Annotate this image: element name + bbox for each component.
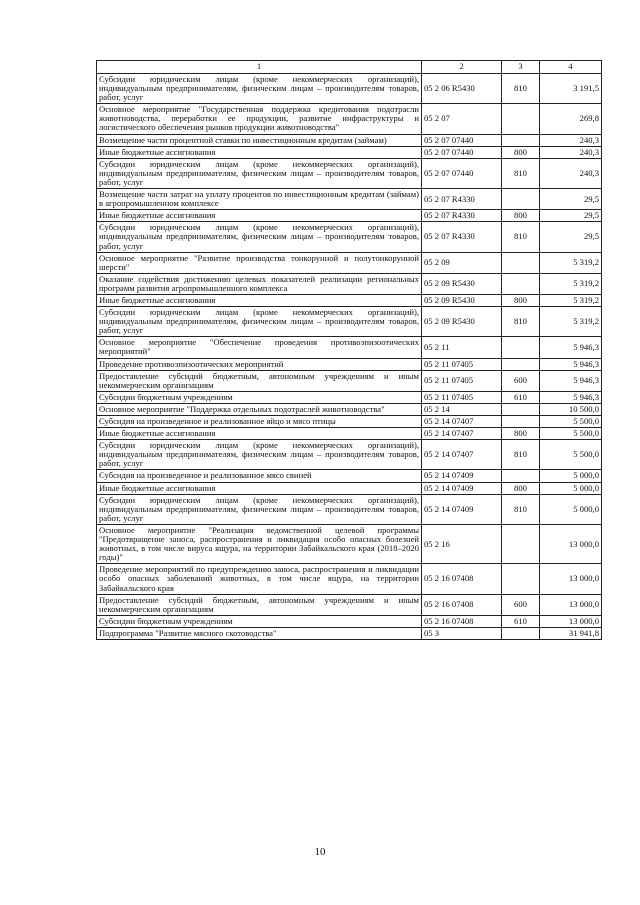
table-row (97, 564, 602, 594)
row-code-cell: 05 2 14 07407 (422, 440, 502, 470)
row-code-cell: 05 2 14 (422, 403, 502, 415)
row-name-cell: Субсидия на произведенное и реализованное яйцо и мясо птицы (97, 416, 422, 428)
table-row (97, 134, 602, 146)
row-code-cell: 05 2 09 R5430 (422, 294, 502, 306)
row-code-cell: 05 2 07 07440 (422, 158, 502, 188)
row-sum-cell: 5 500,0 (540, 428, 602, 440)
row-sum-cell: 3 191,5 (540, 74, 602, 104)
row-sum-cell: 29,5 (540, 189, 602, 210)
row-name-cell: Предоставление субсидий бюджетным, автономным учреждениям и иным некоммерческим организациям (97, 594, 422, 615)
row-vr-cell (502, 134, 540, 146)
table-row (97, 524, 602, 563)
table-row (97, 158, 602, 188)
row-name-cell: Основное мероприятие "Государственная поддержка кредитования подотрасли животноводства, переработки ее продукции, развитие инфраструктуры и логистического обеспечения рынков продукции животноводства" (97, 104, 422, 134)
row-name-cell: Оказание содействия достижению целевых показателей реализации региональных программ развития агропромышленного комплекса (97, 273, 422, 294)
row-name-cell: Субсидия на произведенное и реализованное мясо свиней (97, 470, 422, 482)
row-vr-cell: 600 (502, 594, 540, 615)
row-code-cell: 05 2 14 07409 (422, 470, 502, 482)
row-code-cell: 05 2 16 07408 (422, 564, 502, 594)
table-row (97, 189, 602, 210)
row-vr-cell: 800 (502, 146, 540, 158)
row-name-cell: Субсидии юридическим лицам (кроме некоммерческих организаций), индивидуальным предпринимателям, физическим лицам – производителям товаров, работ, услуг (97, 74, 422, 104)
row-code-cell: 05 2 09 R5430 (422, 307, 502, 337)
row-sum-cell: 5 000,0 (540, 470, 602, 482)
row-code-cell: 05 2 07 R4330 (422, 189, 502, 210)
row-name-cell: Основное мероприятие "Реализация ведомственной целевой программы "Предотвращение заноса, распространения и ликвидация особо опасных болезней животных, в том числе вируса ящура, на территории Забайкальского края (2018–2020 годы)" (97, 524, 422, 563)
row-name-cell: Основное мероприятие "Развитие производства тонкорунной и полутонкорунной шерсти" (97, 252, 422, 273)
row-name-cell: Основное мероприятие "Поддержка отдельных подотраслей животноводства" (97, 403, 422, 415)
budget-table-body (97, 61, 602, 640)
row-vr-cell (502, 104, 540, 134)
row-vr-cell (502, 416, 540, 428)
row-vr-cell (502, 627, 540, 639)
row-code-cell: 05 2 11 (422, 337, 502, 358)
table-row (97, 482, 602, 494)
table-row (97, 273, 602, 294)
table-row (97, 222, 602, 252)
row-name-cell: Субсидии юридическим лицам (кроме некоммерческих организаций), индивидуальным предпринимателям, физическим лицам – производителям товаров, работ, услуг (97, 440, 422, 470)
row-sum-cell: 5 319,2 (540, 307, 602, 337)
row-code-cell: 05 2 11 07405 (422, 391, 502, 403)
row-sum-cell: 5 319,2 (540, 273, 602, 294)
row-sum-cell: 5 946,3 (540, 337, 602, 358)
row-code-cell: 05 2 07 07440 (422, 146, 502, 158)
row-vr-cell: 810 (502, 494, 540, 524)
budget-table-sheet (96, 60, 602, 640)
row-code-cell: 05 2 14 07409 (422, 482, 502, 494)
row-sum-cell: 5 000,0 (540, 494, 602, 524)
row-name-cell: Иные бюджетные ассигнования (97, 294, 422, 306)
table-row (97, 294, 602, 306)
row-code-cell: 05 2 07 (422, 104, 502, 134)
row-vr-cell (502, 403, 540, 415)
row-name-cell: Подпрограмма "Развитие мясного скотоводства" (97, 627, 422, 639)
table-row (97, 391, 602, 403)
row-vr-cell: 800 (502, 210, 540, 222)
table-row (97, 104, 602, 134)
row-vr-cell (502, 470, 540, 482)
row-code-cell: 05 2 14 07407 (422, 416, 502, 428)
row-code-cell: 05 2 14 07409 (422, 494, 502, 524)
row-vr-cell: 810 (502, 222, 540, 252)
row-vr-cell: 810 (502, 307, 540, 337)
row-sum-cell: 5 319,2 (540, 294, 602, 306)
table-row (97, 210, 602, 222)
row-code-cell: 05 2 11 07405 (422, 358, 502, 370)
row-name-cell: Возмещение части процентной ставки по инвестиционным кредитам (займам) (97, 134, 422, 146)
table-row (97, 428, 602, 440)
row-code-cell: 05 2 09 R5430 (422, 273, 502, 294)
row-sum-cell: 269,8 (540, 104, 602, 134)
row-code-cell: 05 2 09 (422, 252, 502, 273)
row-name-cell: Иные бюджетные ассигнования (97, 210, 422, 222)
table-row (97, 403, 602, 415)
row-vr-cell: 800 (502, 294, 540, 306)
row-code-cell: 05 3 (422, 627, 502, 639)
row-vr-cell: 800 (502, 482, 540, 494)
row-name-cell: Возмещение части затрат на уплату процентов по инвестиционным кредитам (займам) в агропромышленном комплексе (97, 189, 422, 210)
table-row (97, 470, 602, 482)
row-code-cell: 05 2 07 07440 (422, 134, 502, 146)
row-sum-cell: 240,3 (540, 146, 602, 158)
row-code-cell: 05 2 11 07405 (422, 370, 502, 391)
row-sum-cell: 5 946,3 (540, 358, 602, 370)
row-name-cell: Иные бюджетные ассигнования (97, 482, 422, 494)
row-sum-cell: 5 946,3 (540, 370, 602, 391)
row-name-cell: Субсидии юридическим лицам (кроме некоммерческих организаций), индивидуальным предпринимателям, физическим лицам – производителям товаров, работ, услуг (97, 158, 422, 188)
row-vr-cell: 810 (502, 74, 540, 104)
row-vr-cell: 800 (502, 428, 540, 440)
row-code-cell: 05 2 14 07407 (422, 428, 502, 440)
table-row (97, 627, 602, 639)
row-vr-cell: 810 (502, 158, 540, 188)
table-row (97, 74, 602, 104)
header-cell-sum: 4 (540, 61, 602, 74)
row-code-cell: 05 2 16 (422, 524, 502, 563)
row-code-cell: 05 2 07 R4330 (422, 222, 502, 252)
row-name-cell: Субсидии бюджетным учреждениям (97, 615, 422, 627)
table-row (97, 252, 602, 273)
row-sum-cell: 5 500,0 (540, 416, 602, 428)
row-sum-cell: 5 946,3 (540, 391, 602, 403)
table-row (97, 594, 602, 615)
table-row (97, 440, 602, 470)
row-name-cell: Проведение противоэпизоотических мероприятий (97, 358, 422, 370)
row-sum-cell: 13 000,0 (540, 524, 602, 563)
row-code-cell: 05 2 16 07408 (422, 615, 502, 627)
table-row (97, 146, 602, 158)
table-row (97, 337, 602, 358)
row-vr-cell (502, 252, 540, 273)
row-name-cell: Субсидии юридическим лицам (кроме некоммерческих организаций), индивидуальным предпринимателям, физическим лицам – производителям товаров, работ, услуг (97, 222, 422, 252)
row-code-cell: 05 2 06 R5430 (422, 74, 502, 104)
row-name-cell: Субсидии юридическим лицам (кроме некоммерческих организаций), индивидуальным предпринимателям, физическим лицам – производителям товаров, работ, услуг (97, 307, 422, 337)
row-name-cell: Предоставление субсидий бюджетным, автономным учреждениям и иным некоммерческим организациям (97, 370, 422, 391)
row-sum-cell: 31 941,8 (540, 627, 602, 639)
row-name-cell: Основное мероприятие "Обеспечение проведения противоэпизоотических мероприятий" (97, 337, 422, 358)
row-sum-cell: 5 319,2 (540, 252, 602, 273)
header-cell-name: 1 (97, 61, 422, 74)
row-name-cell: Субсидии бюджетным учреждениям (97, 391, 422, 403)
row-code-cell: 05 2 16 07408 (422, 594, 502, 615)
row-vr-cell (502, 189, 540, 210)
row-name-cell: Проведение мероприятий по предупреждению заноса, распространения и ликвидации особо опасных заболеваний животных, в том числе ящура, на территории Забайкальского края (97, 564, 422, 594)
table-row (97, 494, 602, 524)
row-name-cell: Субсидии юридическим лицам (кроме некоммерческих организаций), индивидуальным предпринимателям, физическим лицам – производителям товаров, работ, услуг (97, 494, 422, 524)
row-sum-cell: 13 000,0 (540, 615, 602, 627)
row-sum-cell: 13 000,0 (540, 564, 602, 594)
row-sum-cell: 29,5 (540, 210, 602, 222)
row-vr-cell: 610 (502, 615, 540, 627)
row-vr-cell: 810 (502, 440, 540, 470)
table-row (97, 358, 602, 370)
header-cell-code: 2 (422, 61, 502, 74)
table-row (97, 615, 602, 627)
row-name-cell: Иные бюджетные ассигнования (97, 146, 422, 158)
budget-table (96, 60, 602, 640)
header-cell-vr: 3 (502, 61, 540, 74)
table-header-row (97, 61, 602, 74)
row-vr-cell (502, 273, 540, 294)
row-code-cell: 05 2 07 R4330 (422, 210, 502, 222)
row-vr-cell (502, 524, 540, 563)
row-sum-cell: 5 000,0 (540, 482, 602, 494)
row-sum-cell: 10 500,0 (540, 403, 602, 415)
row-sum-cell: 29,5 (540, 222, 602, 252)
row-sum-cell: 5 500,0 (540, 440, 602, 470)
row-vr-cell: 610 (502, 391, 540, 403)
row-sum-cell: 240,3 (540, 158, 602, 188)
table-row (97, 307, 602, 337)
table-row (97, 370, 602, 391)
row-vr-cell (502, 564, 540, 594)
row-vr-cell (502, 337, 540, 358)
row-vr-cell (502, 358, 540, 370)
row-sum-cell: 240,3 (540, 134, 602, 146)
page-number: 10 (314, 846, 326, 858)
table-row (97, 416, 602, 428)
row-vr-cell: 600 (502, 370, 540, 391)
row-name-cell: Иные бюджетные ассигнования (97, 428, 422, 440)
row-sum-cell: 13 000,0 (540, 594, 602, 615)
